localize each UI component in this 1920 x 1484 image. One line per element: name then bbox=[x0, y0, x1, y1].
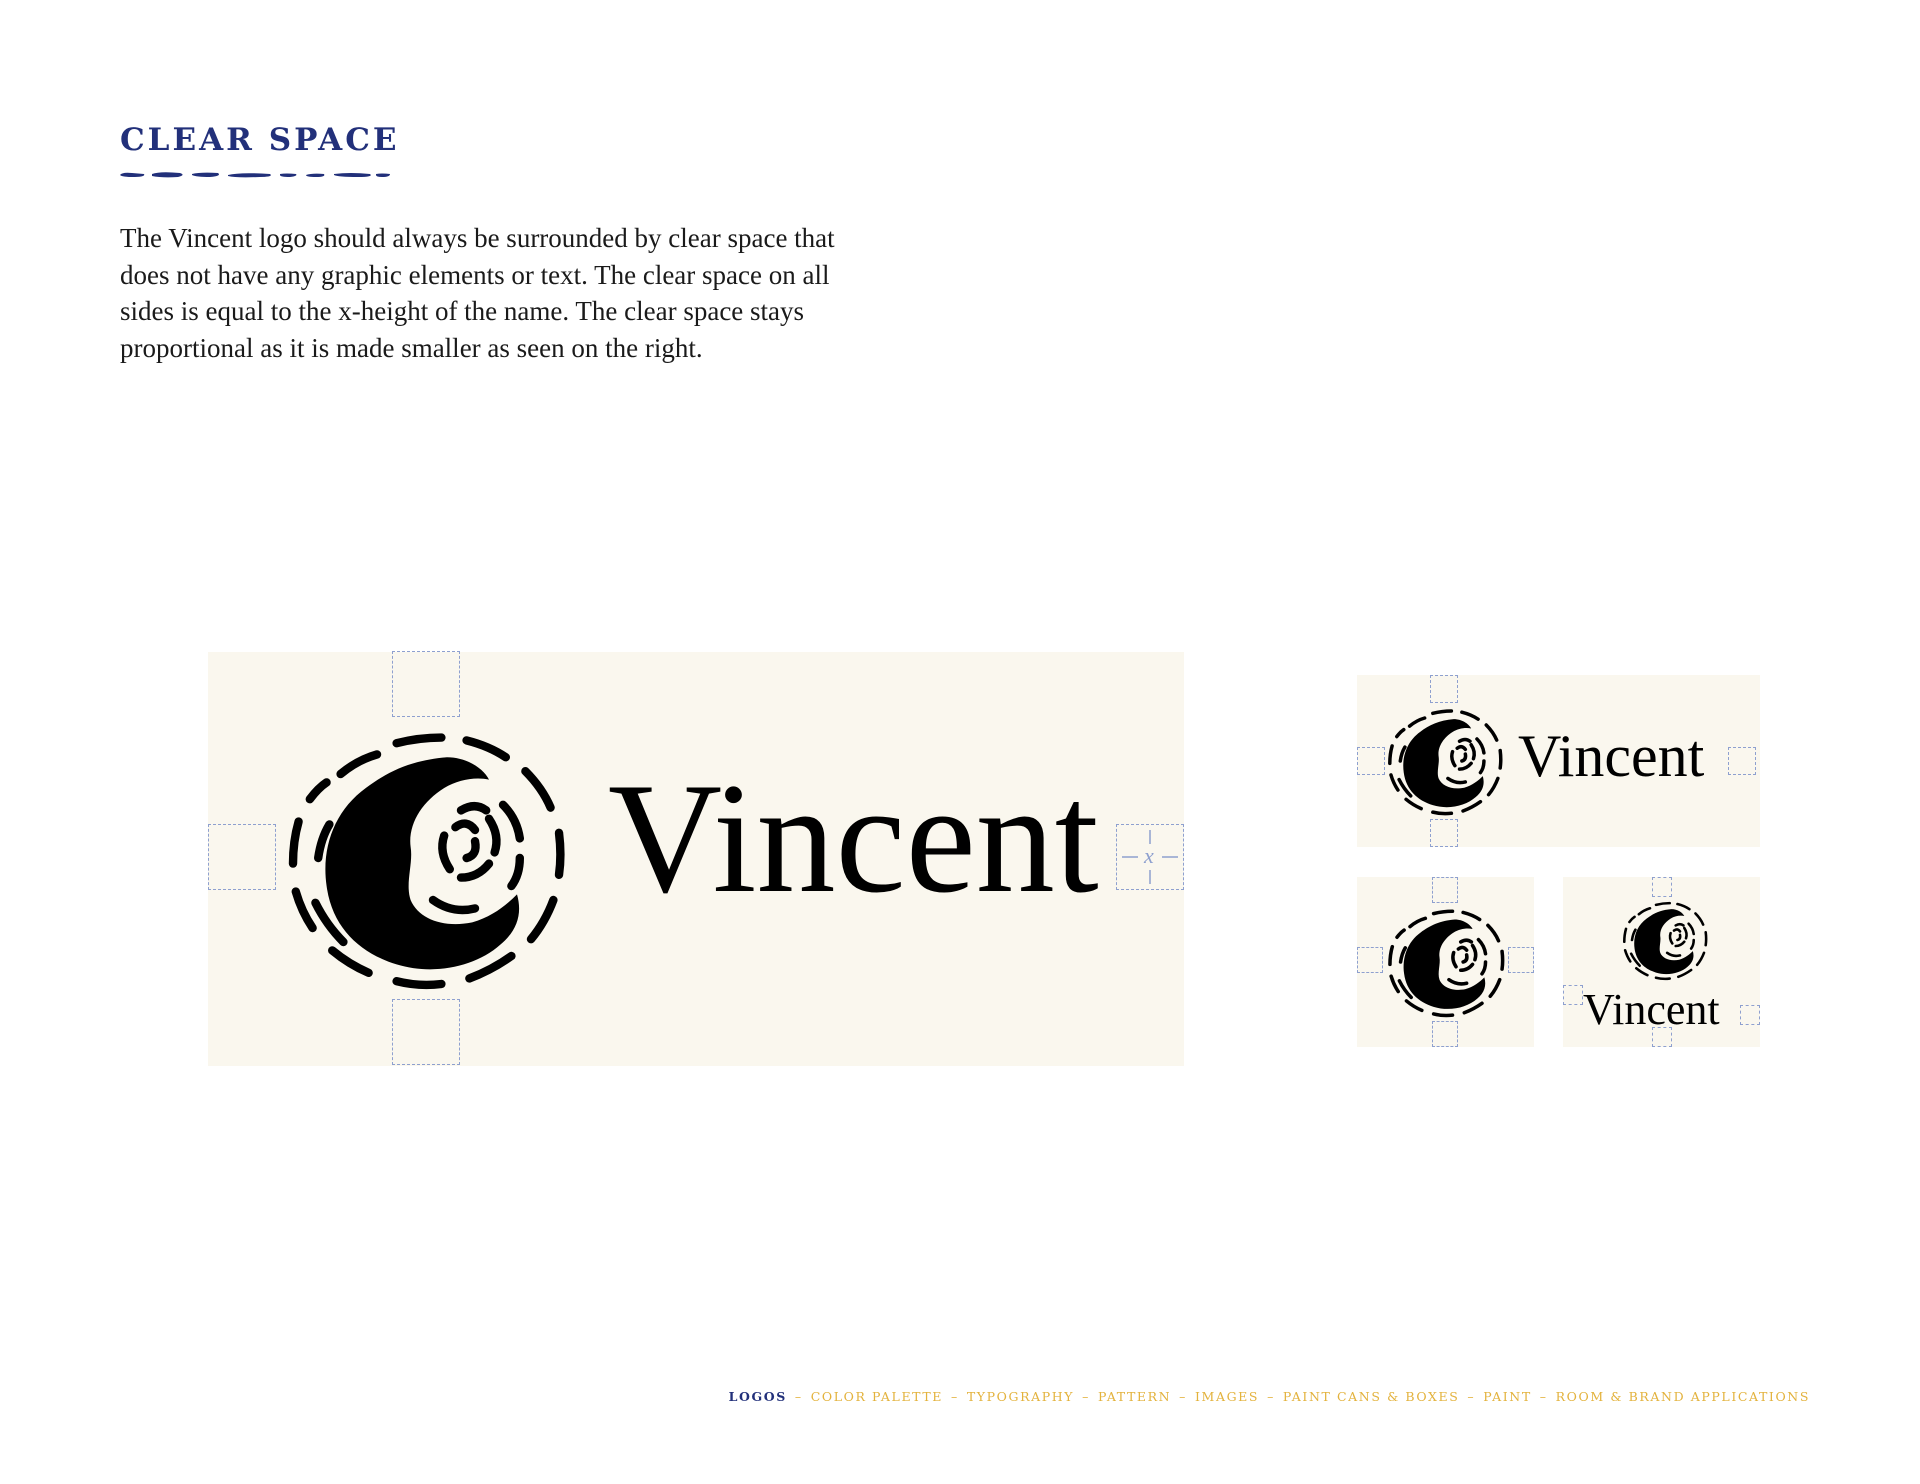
footer-nav-typography[interactable]: TYPOGRAPHY bbox=[966, 1389, 1075, 1404]
title-brush-underline bbox=[120, 170, 390, 180]
clear-space-guide-bottom bbox=[392, 999, 460, 1065]
icon-guide-bottom bbox=[1432, 1021, 1458, 1047]
logo-wordmark-stacked: Vincent bbox=[1583, 985, 1720, 1034]
footer-nav-pattern[interactable]: PATTERN bbox=[1097, 1389, 1172, 1404]
swirl-logo-icon bbox=[1384, 903, 1508, 1021]
footer-nav-logos[interactable]: LOGOS bbox=[728, 1389, 787, 1404]
stacked-guide-left bbox=[1563, 985, 1583, 1005]
small-guide-left bbox=[1357, 747, 1385, 775]
icon-guide-left bbox=[1357, 947, 1383, 973]
footer-nav-color-palette[interactable]: COLOR PALETTE bbox=[810, 1389, 943, 1404]
logo-wordmark-large: Vincent bbox=[608, 751, 1099, 926]
description-paragraph: The Vincent logo should always be surrounded by clear space that does not have any graphic elements or text. The clear space on all sides is equal to the x-height of the name. The clear space stays proportional as it is made smaller as seen on the right. bbox=[120, 223, 835, 363]
clear-space-guide-left bbox=[208, 824, 276, 890]
swirl-logo-icon bbox=[1620, 897, 1710, 983]
footer-nav-room-brand-applications[interactable]: ROOM & BRAND APPLICATIONS bbox=[1555, 1389, 1810, 1404]
small-guide-top bbox=[1430, 675, 1458, 703]
swirl-logo-icon bbox=[1384, 702, 1506, 820]
stacked-guide-right bbox=[1740, 1005, 1760, 1025]
x-height-marker: x bbox=[1144, 843, 1154, 868]
small-guide-bottom bbox=[1430, 819, 1458, 847]
small-guide-right bbox=[1728, 747, 1756, 775]
icon-guide-top bbox=[1432, 877, 1458, 903]
stacked-guide-top bbox=[1652, 877, 1672, 897]
swirl-logo-icon bbox=[276, 718, 576, 998]
footer-nav: LOGOS – COLOR PALETTE – TYPOGRAPHY – PATTERN – IMAGES – PAINT CANS & BOXES – PAINT – ROOM & BRAND APPLICATIONS bbox=[728, 1389, 1810, 1404]
clear-space-guide-top bbox=[392, 651, 460, 717]
icon-guide-right bbox=[1508, 947, 1534, 973]
footer-nav-paint-cans-boxes[interactable]: PAINT CANS & BOXES bbox=[1282, 1389, 1460, 1404]
page-title: CLEAR SPACE bbox=[120, 122, 400, 158]
footer-nav-paint[interactable]: PAINT bbox=[1483, 1389, 1532, 1404]
logo-wordmark-small: Vincent bbox=[1518, 723, 1705, 789]
footer-nav-images[interactable]: IMAGES bbox=[1195, 1389, 1260, 1404]
